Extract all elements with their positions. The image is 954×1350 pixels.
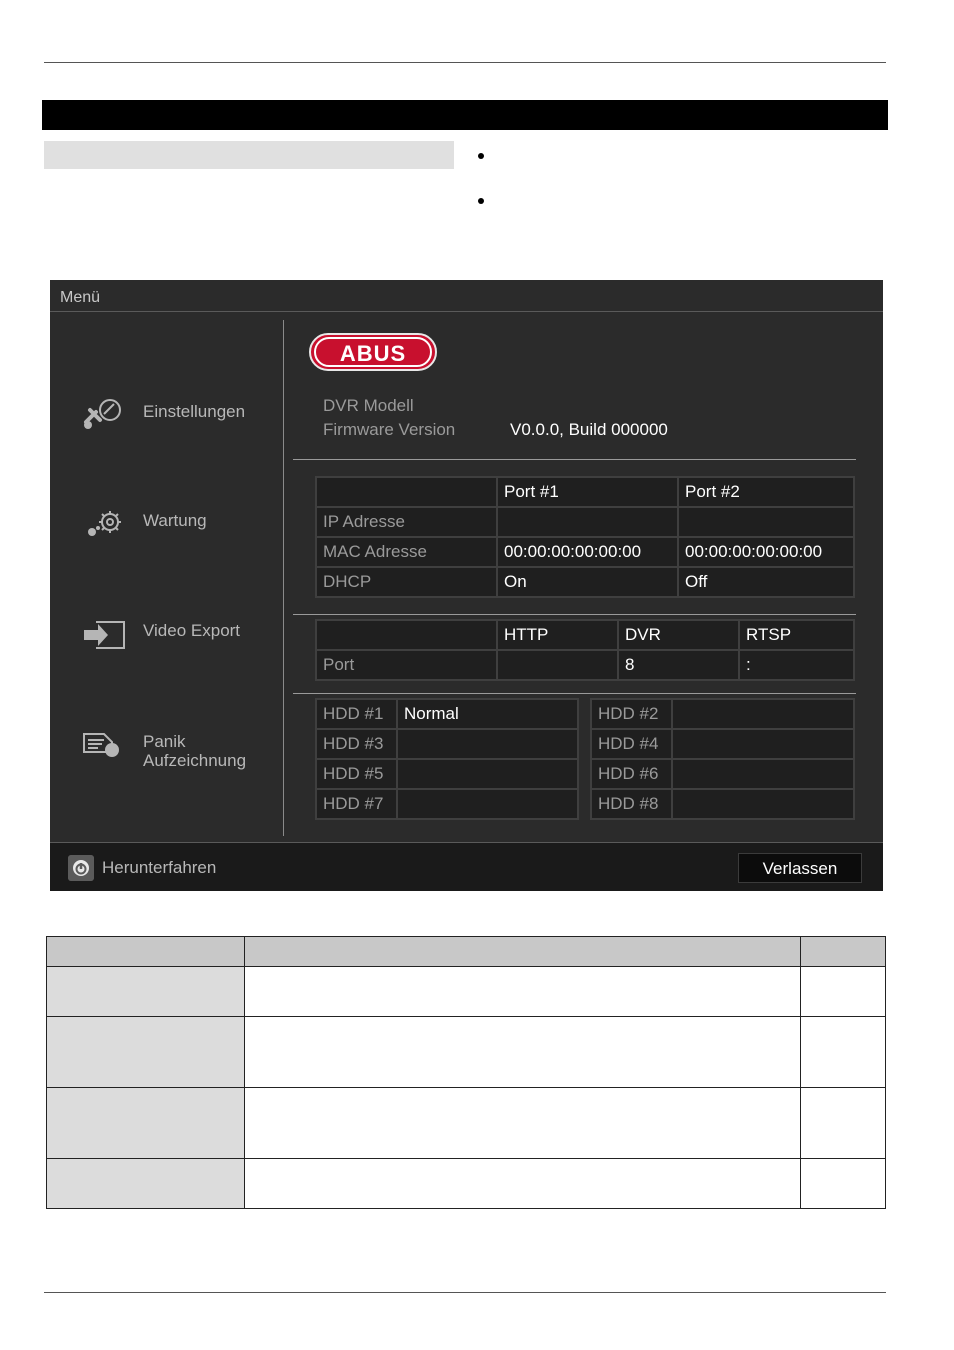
table-cell — [47, 1088, 245, 1159]
sidebar-item-label: Video Export — [143, 621, 241, 640]
table-row — [316, 507, 854, 537]
table-cell — [245, 1088, 801, 1159]
description-table — [46, 936, 886, 1209]
sidebar-item-panik[interactable] — [80, 722, 280, 782]
hdd-label: HDD #6 — [591, 759, 672, 789]
table-cell — [245, 1159, 801, 1209]
table-cell — [801, 1088, 886, 1159]
table-row — [316, 537, 854, 567]
http-port-value — [497, 650, 618, 680]
hdd-status — [397, 789, 578, 819]
dvr-model-label: DVR Modell — [323, 396, 414, 415]
hdd-status: Normal — [397, 699, 578, 729]
table-cell — [47, 967, 245, 1017]
sidebar-item-label: Wartung — [143, 511, 207, 530]
table-cell — [47, 1017, 245, 1088]
sidebar-divider — [283, 320, 284, 836]
table-cell — [801, 1017, 886, 1088]
network-table — [315, 476, 855, 598]
shutdown-button[interactable]: Herunterfahren — [102, 858, 217, 877]
hdd-status — [397, 729, 578, 759]
ip-port1-value — [497, 507, 678, 537]
table-row — [47, 1088, 886, 1159]
hdd-label: HDD #4 — [591, 729, 672, 759]
table-row — [316, 729, 578, 759]
table-row — [47, 1017, 886, 1088]
hdd-label: HDD #5 — [316, 759, 397, 789]
table-header-cell: Port #2 — [678, 477, 854, 507]
table-row — [316, 699, 578, 729]
settings-wrench-icon — [80, 392, 130, 436]
bottom-rule — [44, 1292, 886, 1293]
sidebar-item-label: Panik Aufzeichnung — [143, 732, 247, 770]
bullet-point — [478, 198, 484, 204]
sidebar-item-einstellungen[interactable] — [80, 392, 280, 452]
dvr-port-value: 8 — [618, 650, 739, 680]
dhcp-port1-value: On — [497, 567, 678, 597]
row-label: MAC Adresse — [316, 537, 497, 567]
table-row — [591, 699, 854, 729]
table-row — [316, 477, 854, 507]
table-header-cell — [245, 937, 801, 967]
firmware-label: Firmware Version — [323, 420, 456, 439]
svg-text:ABUS: ABUS — [339, 341, 407, 366]
hdd-label: HDD #8 — [591, 789, 672, 819]
table-row — [47, 967, 886, 1017]
table-row — [591, 789, 854, 819]
hdd-status — [397, 759, 578, 789]
abus-logo — [308, 332, 438, 372]
table-header-cell — [316, 477, 497, 507]
table-row — [316, 620, 854, 650]
table-row — [591, 759, 854, 789]
mac-port1-value: 00:00:00:00:00:00 — [497, 537, 678, 567]
table-header-cell: DVR — [618, 620, 739, 650]
dhcp-port2-value: Off — [678, 567, 854, 597]
sidebar-item-video-export[interactable] — [80, 612, 280, 672]
table-header-cell: RTSP — [739, 620, 854, 650]
table-row — [47, 1159, 886, 1209]
video-export-icon — [80, 612, 130, 656]
power-icon[interactable] — [68, 855, 94, 881]
section-divider — [293, 614, 856, 615]
section-divider — [293, 693, 856, 694]
top-rule — [44, 62, 886, 63]
port-table — [315, 619, 855, 681]
table-row — [316, 759, 578, 789]
firmware-value: V0.0.0, Build 000000 — [510, 420, 668, 439]
hdd-table-left — [315, 698, 579, 820]
bullet-point — [478, 153, 484, 159]
table-header-cell: HTTP — [497, 620, 618, 650]
subsection-header-bar — [44, 141, 454, 169]
table-header-cell — [316, 620, 497, 650]
ip-port2-value — [678, 507, 854, 537]
table-cell — [245, 1017, 801, 1088]
table-header-cell: Port #1 — [497, 477, 678, 507]
hdd-status — [672, 729, 854, 759]
maintenance-gears-icon — [80, 502, 130, 546]
table-row — [316, 789, 578, 819]
hdd-label: HDD #2 — [591, 699, 672, 729]
section-header-bar — [42, 100, 888, 130]
hdd-label: HDD #3 — [316, 729, 397, 759]
sidebar-item-wartung[interactable] — [80, 502, 280, 562]
exit-button[interactable]: Verlassen — [738, 853, 862, 883]
mac-port2-value: 00:00:00:00:00:00 — [678, 537, 854, 567]
table-header-cell — [47, 937, 245, 967]
table-cell — [801, 967, 886, 1017]
title-divider — [50, 311, 883, 312]
dvr-menu-screen — [50, 280, 883, 891]
sidebar-item-label: Einstellungen — [143, 402, 246, 421]
table-row — [316, 650, 854, 680]
table-cell — [47, 1159, 245, 1209]
table-cell — [801, 1159, 886, 1209]
menu-title: Menü — [60, 289, 101, 306]
panic-record-icon — [80, 722, 130, 766]
hdd-table-right — [590, 698, 855, 820]
row-label: DHCP — [316, 567, 497, 597]
table-cell — [245, 967, 801, 1017]
table-row — [47, 937, 886, 967]
rtsp-port-value: : — [739, 650, 854, 680]
hdd-label: HDD #7 — [316, 789, 397, 819]
section-divider — [293, 459, 856, 460]
hdd-status — [672, 759, 854, 789]
hdd-status — [672, 789, 854, 819]
hdd-label: HDD #1 — [316, 699, 397, 729]
hdd-status — [672, 699, 854, 729]
table-row — [316, 567, 854, 597]
row-label: Port — [316, 650, 497, 680]
row-label: IP Adresse — [316, 507, 497, 537]
table-header-cell — [801, 937, 886, 967]
table-row — [591, 729, 854, 759]
